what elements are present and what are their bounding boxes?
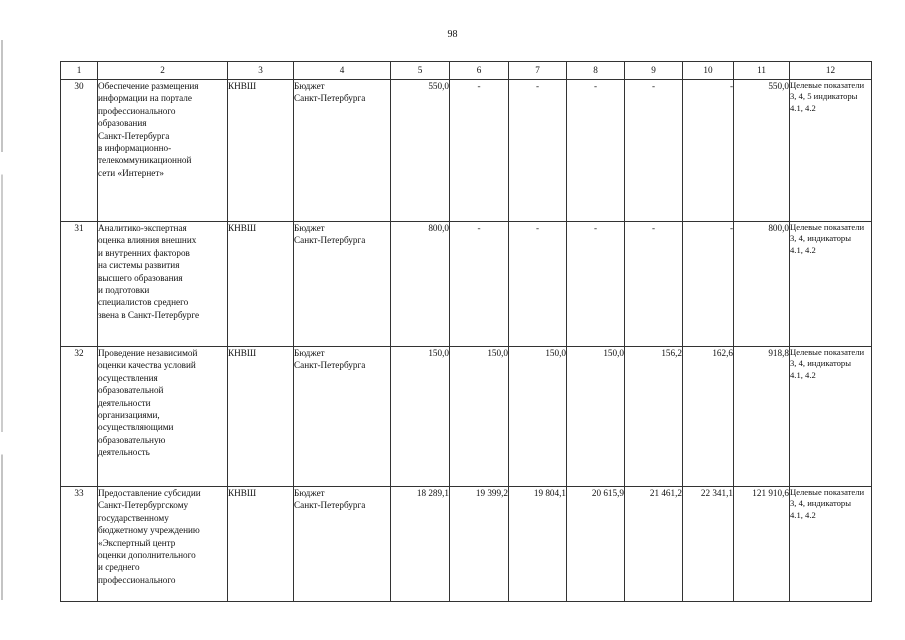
- activity-name: [98, 80, 228, 222]
- text-line: образовательной: [98, 385, 164, 396]
- text-line: Целевые показатели: [790, 222, 865, 232]
- executor: КНВШ: [228, 347, 294, 487]
- target-indicators: [790, 487, 872, 602]
- amount-cell: 20 615,9: [567, 487, 625, 602]
- text-line: Проведение независимой: [98, 348, 198, 358]
- amount-cell: -: [683, 222, 734, 347]
- activity-name: [98, 347, 228, 487]
- amount-cell: -: [450, 222, 509, 347]
- amount-cell: -: [509, 80, 567, 222]
- executor: КНВШ: [228, 80, 294, 222]
- funding-source: [294, 487, 391, 602]
- text-line: в информационно-: [98, 143, 172, 154]
- text-line: 3, 4, индикаторы: [790, 358, 852, 369]
- text-line: информации на портале: [98, 93, 192, 104]
- header-cell: 1: [61, 62, 98, 80]
- text-line: и среднего: [98, 562, 140, 573]
- text-line: 3, 4, индикаторы: [790, 233, 852, 244]
- text-line: образовательную: [98, 434, 166, 445]
- text-line: и внутренних факторов: [98, 247, 190, 258]
- scan-edge-mark: [1, 40, 3, 600]
- text-line: Предоставление субсидии: [98, 488, 201, 498]
- activity-name: [98, 222, 228, 347]
- amount-cell: 150,0: [450, 347, 509, 487]
- header-cell: 11: [734, 62, 790, 80]
- text-line: оценка влияния внешних: [98, 235, 197, 246]
- total-cell: 550,0: [734, 80, 790, 222]
- text-line: Целевые показатели: [790, 347, 865, 357]
- row-number: 30: [61, 80, 98, 222]
- text-line: сети «Интернет»: [98, 167, 164, 178]
- text-line: телекоммуникационной: [98, 155, 192, 166]
- text-line: Бюджет: [294, 223, 325, 233]
- row-number: 32: [61, 347, 98, 487]
- total-cell: 918,8: [734, 347, 790, 487]
- activity-name: [98, 487, 228, 602]
- header-cell: 9: [625, 62, 683, 80]
- amount-cell: -: [683, 80, 734, 222]
- table-row: [61, 487, 872, 602]
- amount-cell: 162,6: [683, 347, 734, 487]
- text-line: осуществления: [98, 372, 158, 383]
- amount-cell: -: [567, 222, 625, 347]
- text-line: бюджетному учреждению: [98, 525, 200, 536]
- header-cell: 7: [509, 62, 567, 80]
- table-row: [61, 347, 872, 487]
- text-line: Санкт-Петербурга: [98, 130, 170, 141]
- text-line: деятельности: [98, 397, 151, 408]
- header-cell: 5: [391, 62, 450, 80]
- text-line: образования: [98, 118, 147, 129]
- header-cell: 4: [294, 62, 391, 80]
- text-line: Целевые показатели: [790, 80, 865, 90]
- amount-cell: 156,2: [625, 347, 683, 487]
- text-line: 4.1, 4.2: [790, 244, 816, 255]
- row-number: 33: [61, 487, 98, 602]
- amount-cell: -: [625, 222, 683, 347]
- text-line: Бюджет: [294, 81, 325, 91]
- text-line: «Экспертный центр: [98, 537, 176, 548]
- total-cell: 121 910,6: [734, 487, 790, 602]
- target-indicators: [790, 222, 872, 347]
- amount-cell: 550,0: [391, 80, 450, 222]
- amount-cell: 150,0: [509, 347, 567, 487]
- header-cell: 12: [790, 62, 872, 80]
- text-line: Аналитико-экспертная: [98, 223, 187, 233]
- funding-source: [294, 80, 391, 222]
- amount-cell: 150,0: [391, 347, 450, 487]
- text-line: организациями,: [98, 410, 160, 421]
- text-line: оценки дополнительного: [98, 550, 196, 561]
- header-cell: 3: [228, 62, 294, 80]
- program-table: [60, 61, 872, 602]
- text-line: профессионального: [98, 574, 176, 585]
- funding-source: [294, 347, 391, 487]
- text-line: высшего образования: [98, 272, 183, 283]
- text-line: Бюджет: [294, 488, 325, 498]
- amount-cell: 22 341,1: [683, 487, 734, 602]
- text-line: звена в Санкт-Петербурге: [98, 309, 200, 320]
- table-row: [61, 80, 872, 222]
- amount-cell: -: [625, 80, 683, 222]
- amount-cell: -: [509, 222, 567, 347]
- amount-cell: -: [450, 80, 509, 222]
- text-line: 4.1, 4.2: [790, 369, 816, 380]
- table-row: [61, 222, 872, 347]
- header-cell: 2: [98, 62, 228, 80]
- text-line: государственному: [98, 512, 169, 523]
- funding-source: [294, 222, 391, 347]
- target-indicators: [790, 347, 872, 487]
- amount-cell: 19 399,2: [450, 487, 509, 602]
- text-line: Санкт-Петербургскому: [98, 500, 189, 511]
- amount-cell: 800,0: [391, 222, 450, 347]
- text-line: 3, 4, индикаторы: [790, 498, 852, 509]
- header-row: [61, 62, 872, 80]
- header-cell: 6: [450, 62, 509, 80]
- text-line: на системы развития: [98, 260, 180, 271]
- text-line: Санкт-Петербурга: [294, 235, 366, 246]
- executor: КНВШ: [228, 222, 294, 347]
- row-number: 31: [61, 222, 98, 347]
- amount-cell: 19 804,1: [509, 487, 567, 602]
- text-line: деятельность: [98, 447, 150, 458]
- text-line: и подготовки: [98, 285, 150, 296]
- text-line: Санкт-Петербурга: [294, 93, 366, 104]
- amount-cell: 21 461,2: [625, 487, 683, 602]
- text-line: 3, 4, 5 индикаторы: [790, 91, 858, 102]
- header-cell: 10: [683, 62, 734, 80]
- text-line: Санкт-Петербурга: [294, 360, 366, 371]
- text-line: Целевые показатели: [790, 487, 865, 497]
- executor: КНВШ: [228, 487, 294, 602]
- header-cell: 8: [567, 62, 625, 80]
- text-line: Обеспечение размещения: [98, 81, 199, 91]
- text-line: 4.1, 4.2: [790, 509, 816, 520]
- text-line: оценки качества условий: [98, 360, 196, 371]
- total-cell: 800,0: [734, 222, 790, 347]
- amount-cell: 18 289,1: [391, 487, 450, 602]
- target-indicators: [790, 80, 872, 222]
- amount-cell: -: [567, 80, 625, 222]
- page-number: 98: [447, 29, 458, 40]
- amount-cell: 150,0: [567, 347, 625, 487]
- text-line: специалистов среднего: [98, 297, 189, 308]
- text-line: Санкт-Петербурга: [294, 500, 366, 511]
- text-line: 4.1, 4.2: [790, 102, 816, 113]
- text-line: осуществляющими: [98, 422, 174, 433]
- text-line: Бюджет: [294, 348, 325, 358]
- text-line: профессионального: [98, 105, 176, 116]
